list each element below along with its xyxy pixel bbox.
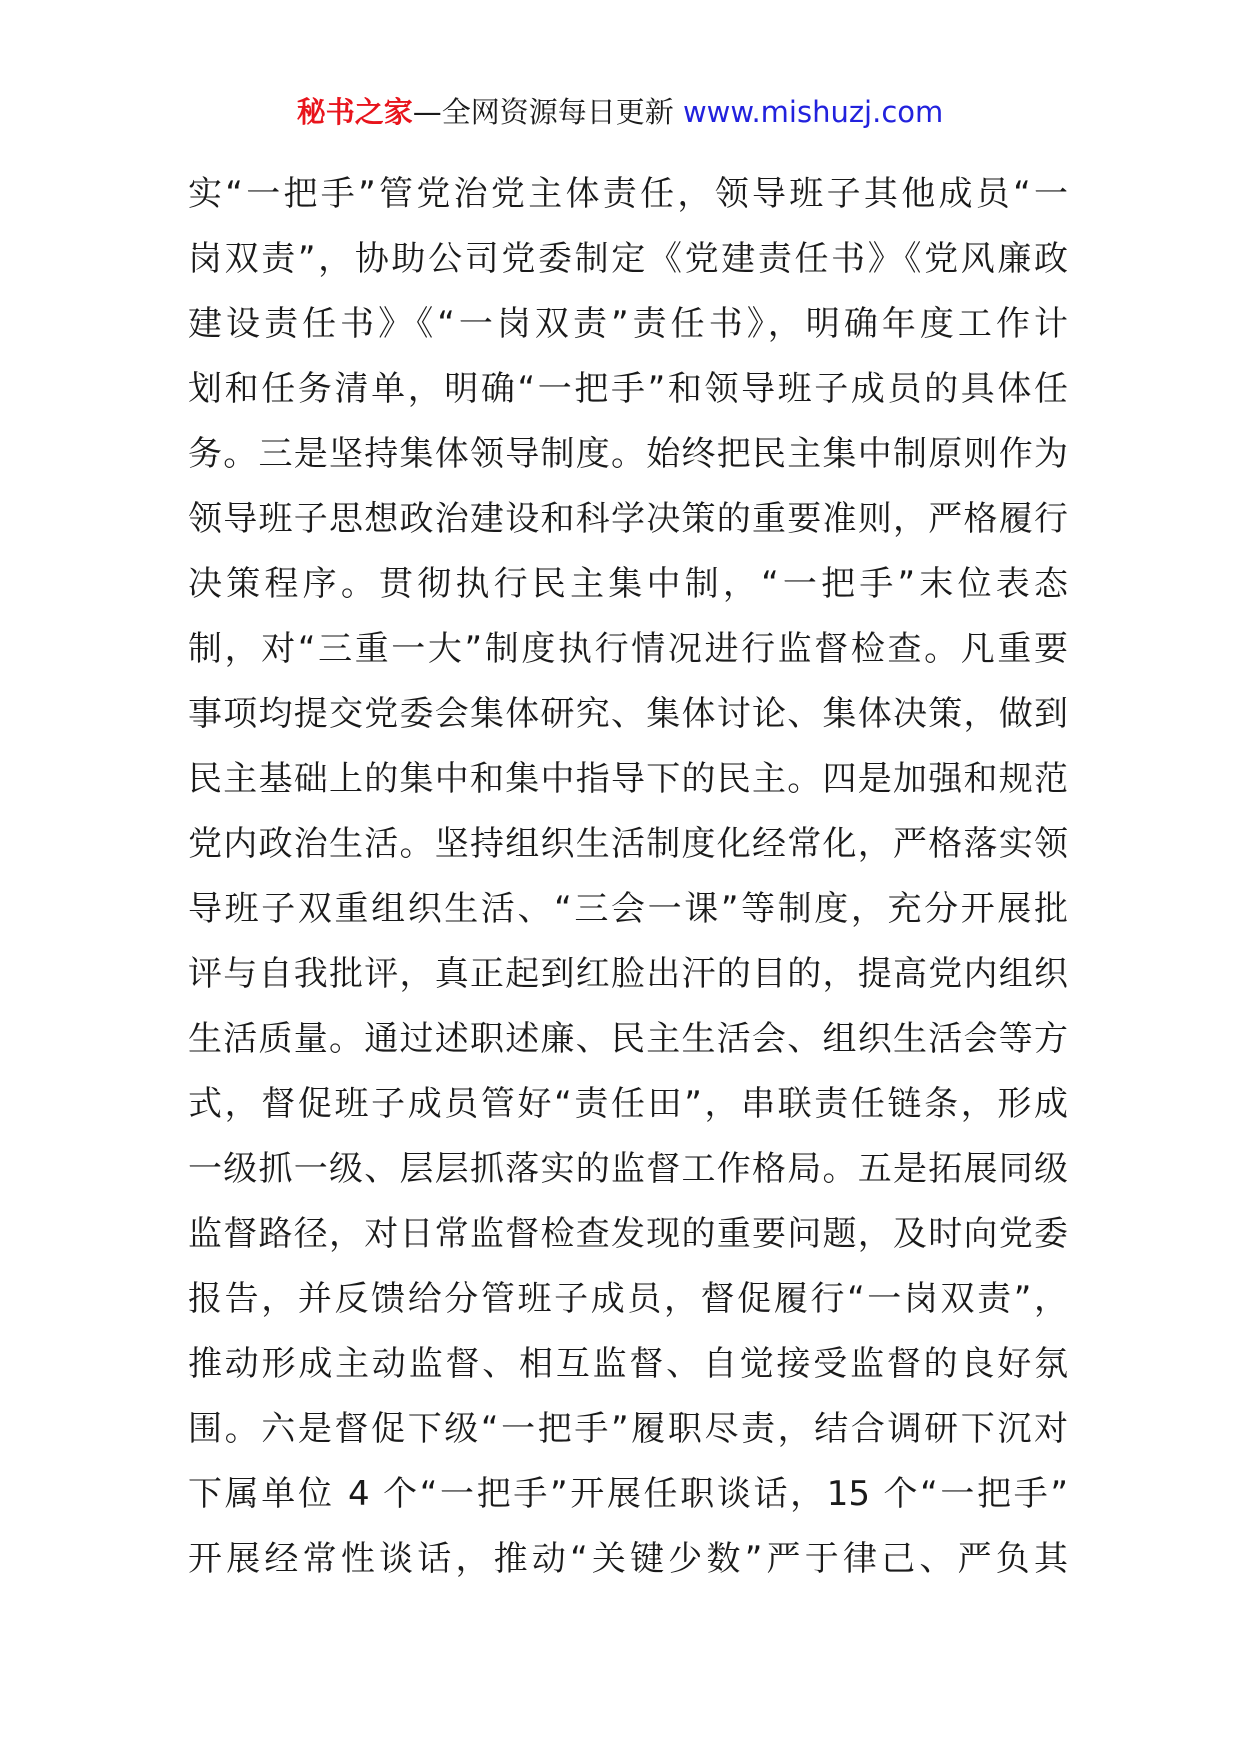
text-line: 评与自我批评，真正起到红脸出汗的目的，提高党内组织	[188, 954, 1068, 994]
text-line: 导班子双重组织生活、“三会一课”等制度，充分开展批	[188, 889, 1068, 929]
text-line: 划和任务清单，明确“一把手”和领导班子成员的具体任	[188, 369, 1068, 409]
text-line: 领导班子思想政治建设和科学决策的重要准则，严格履行	[188, 499, 1068, 539]
text-line: 党内政治生活。坚持组织生活制度化经常化，严格落实领	[188, 824, 1068, 864]
text-line: 围。六是督促下级“一把手”履职尽责，结合调研下沉对	[188, 1409, 1068, 1449]
page-header	[0, 92, 1240, 132]
text-line: 生活质量。通过述职述廉、民主生活会、组织生活会等方	[188, 1019, 1068, 1059]
text-line: 决策程序。贯彻执行民主集中制，“一把手”末位表态	[188, 564, 1068, 604]
text-line: 建设责任书》《“一岗双责”责任书》，明确年度工作计	[188, 304, 1068, 344]
text-line: 民主基础上的集中和集中指导下的民主。四是加强和规范	[188, 759, 1068, 799]
header-slogan: —全网资源每日更新	[412, 95, 674, 129]
text-line: 实“一把手”管党治党主体责任，领导班子其他成员“一	[188, 174, 1068, 214]
document-body	[188, 162, 1068, 1592]
text-line: 制，对“三重一大”制度执行情况进行监督检查。凡重要	[188, 629, 1068, 669]
site-url-link[interactable]: www.mishuzj.com	[682, 95, 944, 129]
text-line: 下属单位 4 个“一把手”开展任职谈话，15 个“一把手”	[188, 1474, 1068, 1514]
text-line: 岗双责”，协助公司党委制定《党建责任书》《党风廉政	[188, 239, 1068, 279]
text-line: 务。三是坚持集体领导制度。始终把民主集中制原则作为	[188, 434, 1068, 474]
brand-name: 秘书之家	[296, 95, 413, 129]
text-line: 推动形成主动监督、相互监督、自觉接受监督的良好氛	[188, 1344, 1068, 1384]
text-line: 式，督促班子成员管好“责任田”，串联责任链条，形成	[188, 1084, 1068, 1124]
text-line: 监督路径，对日常监督检查发现的重要问题，及时向党委	[188, 1214, 1068, 1254]
text-line: 事项均提交党委会集体研究、集体讨论、集体决策，做到	[188, 694, 1068, 734]
text-line: 报告，并反馈给分管班子成员，督促履行“一岗双责”，	[188, 1279, 1068, 1319]
text-line: 开展经常性谈话，推动“关键少数”严于律己、严负其	[188, 1539, 1068, 1579]
text-line: 一级抓一级、层层抓落实的监督工作格局。五是拓展同级	[188, 1149, 1068, 1189]
